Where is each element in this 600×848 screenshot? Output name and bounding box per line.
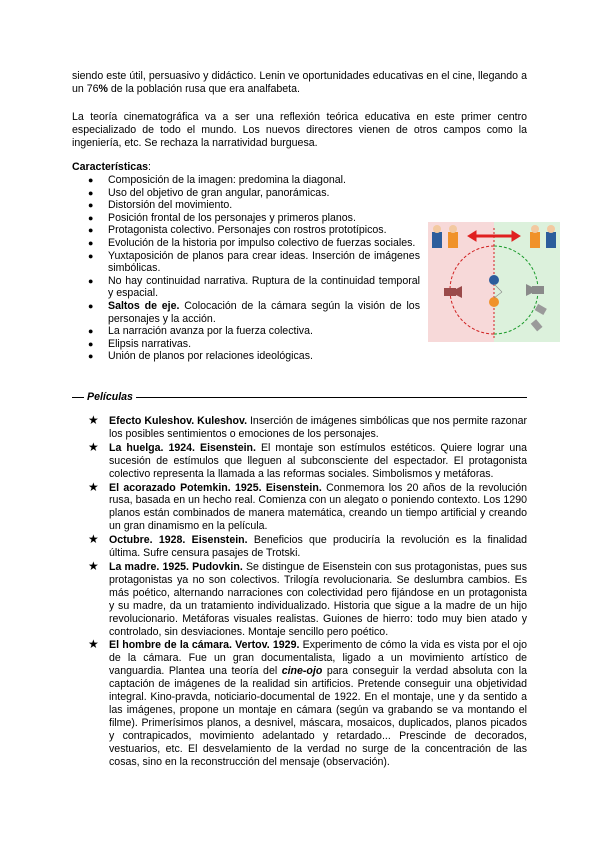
characteristic-text: Uso del objetivo de gran angular, panorámicas. bbox=[108, 186, 330, 199]
characteristic-text: La narración avanza por la fuerza colectiva. bbox=[108, 325, 313, 338]
film-description: Beneficios que produciría la revolución es la finalidad última. Sufre censura pasajes de Trotski. bbox=[109, 534, 528, 560]
characteristic-item bbox=[72, 338, 420, 351]
characteristics-list bbox=[72, 174, 420, 363]
film-title: La madre. 1925. Pudovkin. bbox=[109, 560, 243, 573]
characteristic-text: Composición de la imagen: predomina la diagonal. bbox=[108, 174, 346, 186]
films-list bbox=[72, 415, 527, 769]
characteristic-text: Yuxtaposición de planos para crear ideas. Inserción de imágenes simbólicas. bbox=[108, 249, 420, 275]
star-icon: ★ bbox=[88, 637, 99, 652]
intro-paragraph-2: La teoría cinematográfica va a ser una reflexión teórica educativa en este primer centro especializado de todo el mundo. Los nuevos directores vienen de otros campos como la ingeniería, etc. Se rechaza la narratividad burguesa. bbox=[72, 111, 527, 150]
characteristic-item bbox=[72, 325, 420, 338]
film-description: para conseguir la verdad absoluta con la captación de imágenes de la realidad sin artificios. Pretende conseguir una objetividad integral. Kino-pravda, noticiario-documental de 1922. En el montaje, une y da sentido a las imágenes, propone un montaje en cámara (según va grabando se va montando el filme). Primerísimos planos, a desnivel, máscara, mosaicos, duplicados, planos picados y contrapicados, movimiento adelantado y retardado... Prescinde de decorados, vestuarios, etc. El desvelamiento de la verdad no surge de la concentración de las cosas, sino en la reconstrucción del mensaje (observación). bbox=[109, 665, 527, 768]
characteristic-text: Colocación de la cámara según la visión de los personajes y la acción. bbox=[108, 299, 420, 325]
characteristic-item bbox=[72, 212, 420, 225]
characteristic-item bbox=[72, 199, 420, 212]
characteristic-text: Posición frontal de los personajes y primeros planos. bbox=[108, 211, 356, 224]
film-title: La huelga. 1924. Eisenstein. bbox=[109, 441, 256, 454]
star-icon: ★ bbox=[88, 413, 99, 427]
film-description: Experimento de cómo la vida es vista por el ojo de la cámara. Fue un gran documentalista, ligado a un movimiento artístico de vanguardia. Plantea una teoría del bbox=[109, 639, 528, 678]
characteristic-item bbox=[72, 300, 420, 325]
film-description: Se distingue de Eisenstein con sus protagonistas, pues sus protagonistas ya no son colectivos. Trilogía revolucionaria. Se deslumbra cambios. Es más poético, alternando narraciones con colectividad pero fijándose en un protagonista y su madre, da un tratamiento individualizado. Historia que sigue a la madre de un hijo revolucionario. Metáforas visuales realistas. Guiones de hierro: todo muy bien atado y controlado, sin desviaciones. Montaje sencillo pero poético. bbox=[109, 560, 527, 638]
film-term: cine-ojo bbox=[281, 665, 323, 678]
characteristic-text: Distorsión del movimiento. bbox=[108, 199, 233, 212]
film-description: El montaje son estímulos estéticos. Quiere lograr una sucesión de estímulos que lleguen al subconsciente del espectador. El protagonista colectivo representa la llamada a las reformas sociales. Simbolismos y metáforas. bbox=[109, 441, 527, 480]
film-item bbox=[72, 639, 527, 768]
film-title: Octubre. 1928. Eisenstein. bbox=[109, 534, 248, 547]
film-item bbox=[72, 534, 527, 560]
film-item bbox=[72, 479, 527, 534]
star-icon: ★ bbox=[88, 479, 99, 494]
star-icon: ★ bbox=[88, 558, 99, 573]
film-item bbox=[72, 558, 527, 638]
characteristic-item bbox=[72, 250, 420, 275]
star-icon: ★ bbox=[88, 439, 99, 454]
film-title: Efecto Kuleshov. Kuleshov. bbox=[109, 415, 248, 427]
characteristic-item bbox=[72, 174, 420, 187]
film-title: El hombre de la cámara. Vertov. 1929. bbox=[109, 639, 300, 652]
film-description: Inserción de imágenes simbólicas que nos permite razonar los posibles sentimientos o emociones de los personajes. bbox=[109, 415, 527, 440]
characteristics-heading: Características: bbox=[72, 161, 151, 173]
characteristic-text: Unión de planos por relaciones ideológicas. bbox=[108, 350, 313, 363]
characteristic-text: Elipsis narrativas. bbox=[108, 337, 192, 350]
film-title: El acorazado Potemkin. 1925. Eisenstein. bbox=[109, 481, 322, 494]
axis-rule-diagram bbox=[428, 222, 560, 342]
film-item bbox=[72, 439, 527, 481]
intro-paragraph-1: siendo este útil, persuasivo y didáctico. Lenin ve oportunidades educativas en el cine, llegando a un 76% de la población rusa que era analfabeta. bbox=[72, 70, 527, 96]
films-section-divider bbox=[72, 391, 527, 403]
films-section-label: Películas bbox=[84, 391, 136, 403]
film-item bbox=[72, 415, 527, 441]
film-description: Conmemora los 20 años de la revolución rusa, basada en un hecho real. Comienza con un alegato o poniendo contexto. Los 1290 planos están combinados de manera matemática, creando un tiempo artificial y creando un gran dinamismo en la película. bbox=[109, 481, 527, 533]
characteristic-text: Protagonista colectivo. Personajes con rostros prototípicos. bbox=[108, 224, 387, 237]
characteristic-item bbox=[72, 224, 420, 237]
characteristic-item bbox=[72, 187, 420, 200]
characteristic-item bbox=[72, 275, 420, 300]
characteristic-text: Evolución de la historia por impulso colectivo de fuerzas sociales. bbox=[108, 236, 416, 249]
characteristic-item bbox=[72, 237, 420, 250]
characteristic-text: No hay continuidad narrativa. Ruptura de la continuidad temporal y espacial. bbox=[108, 274, 420, 300]
star-icon: ★ bbox=[88, 532, 99, 547]
characteristic-bold: Saltos de eje. bbox=[108, 299, 180, 312]
characteristic-item bbox=[72, 350, 420, 363]
